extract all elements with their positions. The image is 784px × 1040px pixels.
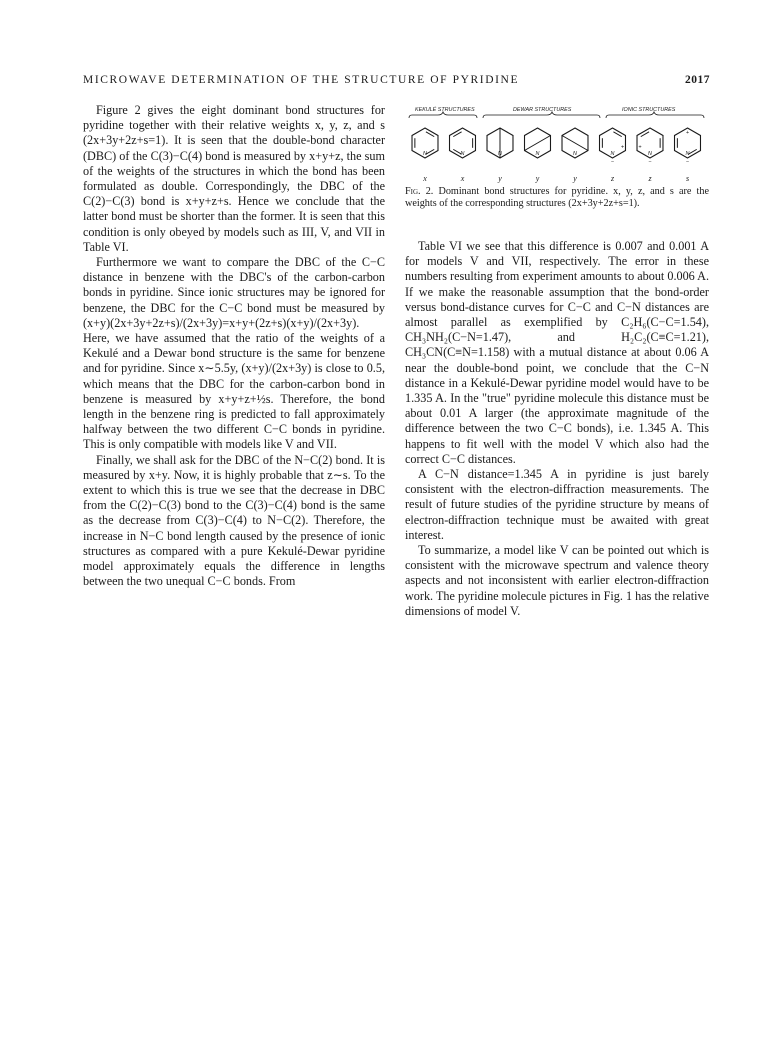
charge-plus: + bbox=[685, 130, 690, 136]
dewar-bond-line bbox=[562, 136, 588, 151]
dewar-bond-line bbox=[525, 136, 551, 151]
charge-minus: − bbox=[685, 159, 690, 165]
weight-label: z bbox=[610, 174, 615, 183]
nitrogen-label: N bbox=[648, 151, 652, 157]
nitrogen-label: N bbox=[535, 151, 540, 157]
paragraph: A C−N distance=1.345 A in pyridine is just barely consistent with the electron-diffraction measurements. The result of future studies of the pyridine structure by means of electron-diffraction technique must be awaited with great interest. bbox=[405, 467, 709, 542]
weight-label: z bbox=[648, 174, 652, 183]
nitrogen-label: N bbox=[423, 151, 427, 157]
paragraph: Furthermore we want to compare the DBC of the C−C distance in benzene with the DBC's of the carbon-carbon bonds in pyridine. Since ionic structures may be ignored for benzene, the DBC for the C−C bond must be measured by (x+y)(2x+3y+2z+s)/(2x+3y)=x+y+(2z+s)(x+y)/(2x+3y). Here, we have assumed that the ratio of the weights of a Kekulé and a Dewar bond structure is the same for benzene and for pyridine. Since x∼5.5y, (x+y)/(2x+3y) is close to 0.5, which means that the DBC for the carbon-carbon bond in benzene is measured by x+y+z+½s. Therefore, the bond length in the benzene ring is predicted to fall approximately halfway between the two different C−C bonds in pyridine. This is only compatible with models like V and VII. bbox=[83, 255, 385, 452]
running-header bbox=[83, 74, 710, 90]
charge-plus: + bbox=[638, 144, 642, 151]
figure-bond-structures bbox=[405, 103, 709, 233]
nitrogen-label: N bbox=[685, 151, 690, 157]
caption-label: Fig. 2. bbox=[405, 186, 434, 197]
nitrogen-label: N bbox=[573, 151, 577, 157]
caption-text: Dominant bond structures for pyridine. x, y, z, and s are the weights of the corresponding structures (2x+3y+2z+s=1). bbox=[405, 186, 709, 210]
paragraph: Finally, we shall ask for the DBC of the N−C(2) bond. It is measured by x+y. Now, it is highly probable that z∼s. To the extent to which this is true we see that the decrease in DBC from the C(2)−C(3) bond to the C(3)−C(4) bond is the same as the decrease from C(3)−C(4) to N−C(2). Therefore, the increase in N−C bond length caused by the presence of ionic structures as compared with a pure Kekulé-Dewar pyridine model approximately equals the difference in lengths between the two unequal C−C bonds. From bbox=[83, 452, 385, 589]
weight-label: y bbox=[498, 174, 502, 183]
charge-minus: − bbox=[648, 159, 652, 165]
paragraph: To summarize, a model like V can be pointed out which is consistent with the microwave spectrum and valence theory aspects and not inconsistent with earlier electron-diffraction work. The pyridine molecule pictures in Fig. 1 has the relative dimensions of model V. bbox=[405, 543, 709, 618]
figure-caption bbox=[405, 186, 709, 211]
nitrogen-label: N bbox=[498, 151, 502, 157]
group-label-dewar: DEWAR STRUCTURES bbox=[513, 107, 572, 113]
nitrogen-label: N bbox=[460, 151, 465, 157]
group-label-ionic: IONIC STRUCTURES bbox=[622, 107, 676, 113]
page-number: 2017 bbox=[685, 74, 710, 86]
paragraph: Table VI we see that this difference is 0.007 and 0.001 A for models V and VII, respectively. The error in these numbers resulting from experiment amounts to about 0.006 A. If we make the reasonable assumption that the bond-order versus bond-distance curves for C−C and C−N distances are almost parallel as exemplified by C₂H₆(C−C=1.54), CH₃NH₂(C−N=1.47), and H₂C₂(C≡C=1.21), CH₃CN(C≡N=1.158) with a mutual distance at about 0.06 A near the double-bond point, we conclude that the C−N distance in a Kekulé-Dewar pyridine model would have to be 1.335 A. In the "true" pyridine molecule this distance must be about 0.01 A larger (the approximate magnitude of the difference between the two C−C bonds), i.e. 1.345 A. This happens to fit well with the model V which also had the correct C−C distances. bbox=[405, 239, 709, 466]
weight-label: y bbox=[535, 174, 540, 183]
paragraph: Figure 2 gives the eight dominant bond structures for pyridine together with their relative weights x, y, z, and s (2x+3y+2z+s=1). It is seen that the double-bond character (DBC) of the C(3)−C(4) bond is measured by x+y+z, the sum of the weights of the structures in which the bond has been formulated as double. Correspondingly, the DBC of the C(2)−C(3) bond is x+y+z+s. Hence we conclude that the latter bond must be shorter than the former. It is seen that this condition is only obeyed by models such as III, V, and VII in Table VI. bbox=[83, 103, 385, 254]
weight-label: x bbox=[423, 174, 427, 183]
weight-label: s bbox=[685, 174, 690, 183]
group-label-kekule: KEKULÉ STRUCTURES bbox=[415, 107, 475, 113]
weight-label: x bbox=[460, 174, 465, 183]
nitrogen-label: N bbox=[610, 151, 615, 157]
charge-plus: + bbox=[620, 144, 625, 151]
charge-minus: − bbox=[610, 159, 615, 165]
left-column bbox=[83, 103, 385, 590]
right-column bbox=[405, 239, 709, 619]
weight-label: y bbox=[573, 174, 577, 183]
bond-structures-diagram bbox=[405, 103, 709, 185]
running-title: MICROWAVE DETERMINATION OF THE STRUCTURE OF PYRIDINE bbox=[83, 74, 520, 86]
